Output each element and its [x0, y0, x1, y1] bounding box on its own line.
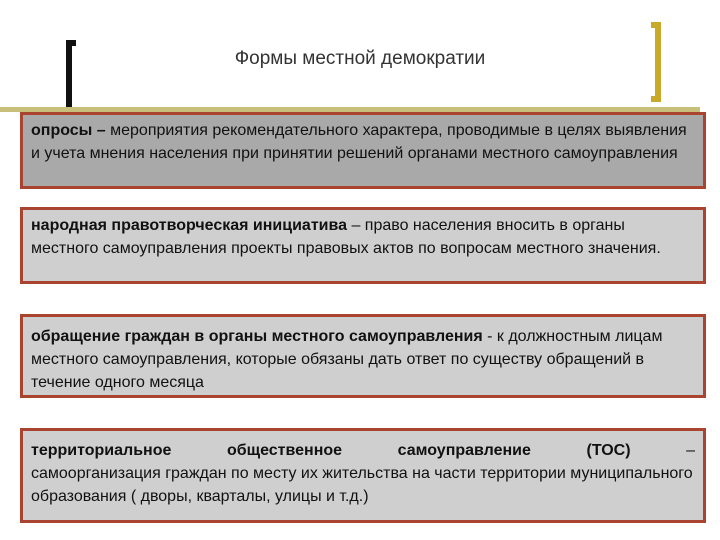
page-title: Формы местной демократии	[234, 48, 486, 69]
form-term: обращение граждан в органы местного самоуправления	[31, 328, 483, 345]
form-definition: – право населения вносить в органы местного самоуправления проекты правовых актов по вопросам местного значения.	[31, 217, 661, 257]
form-term: народная правотворческая инициатива	[31, 217, 348, 234]
form-definition-dash: –	[630, 442, 695, 459]
form-definition: - к должностным лицам местного самоуправления, которые обязаны дать ответ по существу обращений в течение одного месяца	[31, 328, 663, 391]
form-box-initiative	[20, 207, 706, 284]
form-term: территориальное общественное самоуправление (ТОС)	[31, 442, 631, 459]
form-box-appeals	[20, 314, 706, 398]
form-first-line	[31, 439, 695, 462]
form-term: опросы –	[31, 122, 106, 139]
form-box-surveys	[20, 112, 706, 189]
form-definition: самоорганизация граждан по месту их жительства на части территории муниципального образования ( дворы, кварталы, улицы и т.д.)	[31, 465, 693, 505]
form-definition: мероприятия рекомендательного характера, проводимые в целях выявления и учета мнения населения при принятии решений органами местного самоуправления	[31, 122, 687, 162]
form-box-tos	[20, 428, 706, 523]
